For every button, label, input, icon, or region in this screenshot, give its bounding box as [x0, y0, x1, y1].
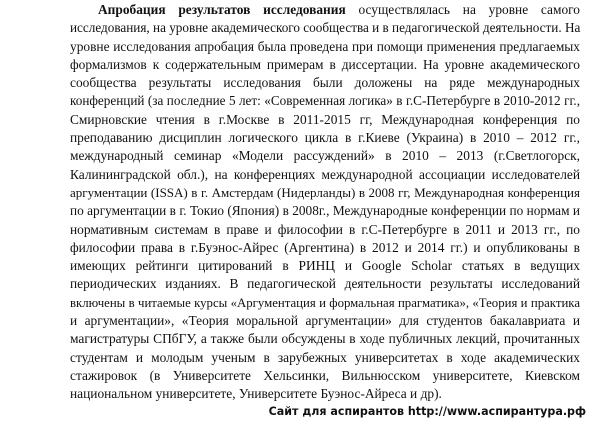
paragraph-line-14: философии права в г.Буэнос-Айрес (Аргентина) в 2012 и 2014 гг.) и опубликованы в	[70, 239, 580, 255]
document-body	[70, 1, 580, 404]
paragraph-line-1	[70, 1, 580, 19]
paragraph-line-5: сообщества результаты исследования были доложены на ряде международных	[70, 75, 580, 91]
site-footer-caption: Сайт для аспирантов http://www.аспирантура.рф	[268, 405, 586, 418]
paragraph-line-8: преподаванию дисциплин логического цикла в г.Киеве (Украина) в 2010 – 2012 гг.,	[70, 130, 580, 146]
paragraph-line-6: конференций (за последние 5 лет: «Современная логика» в г.С-Петербурге в 2010-2012 гг.,	[70, 93, 580, 109]
paragraph-line-12: по аргументации в г. Токио (Япония) в 2008г., Международные конференции по нормам и	[70, 203, 580, 219]
paragraph-line-16: периодических изданиях. В педагогической деятельности результаты исследований	[70, 276, 580, 292]
paragraph-line-10: Калининградской обл.), на конференциях международной ассоциации исследователей	[70, 166, 580, 182]
paragraph-line-13: нормативным системам в праве и философии в г.С-Петербурге в 2011 и 2013 гг., по	[70, 221, 580, 237]
paragraph-line-21: стажировок (в Университете Хельсинки, Вильнюсском университете, Киевском	[70, 367, 580, 383]
paragraph-line-4: формализмов к содержательным примерам в диссертации. На уровне академического	[70, 56, 580, 72]
paragraph-line-22: национальном университете, Университете Буэнос-Айреса и др).	[70, 386, 442, 402]
paragraph-line-17: включены в читаемые курсы «Аргументация и формальная прагматика», «Теория и практика	[70, 295, 580, 310]
bold-lead-phrase: Апробация результатов исследования	[98, 2, 346, 17]
paragraph-line-9: международный семинар «Модели рассуждений» в 2010 – 2013 (г.Светлогорск,	[70, 148, 580, 164]
paragraph-line-3: уровне исследования апробация была проведена при помощи применения предлагаемых	[70, 38, 580, 54]
paragraph-line-18: и аргументации», «Теория моральной аргументации» для студентов бакалавриата и	[70, 313, 580, 329]
paragraph-line-15: имеющих рейтинги цитирований в РИНЦ и Google Scholar статьях в ведущих	[70, 258, 580, 274]
paragraph-line-7: Смирновские чтения в г.Москве в 2011-2015 гг, Международная конференция по	[70, 111, 580, 127]
paragraph-line-20: студентам и молодым ученым в зарубежных университетах в ходе академических	[70, 349, 580, 365]
paragraph-line-11: аргументации (ISSA) в г. Амстердам (Нидерланды) в 2008 гг, Международная конференция	[70, 184, 580, 200]
paragraph-line-2: исследования, на уровне академического сообщества и в педагогической деятельности. На	[70, 20, 581, 36]
line-text: осуществлялась на уровне самого	[345, 2, 580, 17]
paragraph-line-19: магистратуры СПбГУ, а также были обсуждены в ходе публичных лекций, прочитанных	[70, 331, 580, 347]
